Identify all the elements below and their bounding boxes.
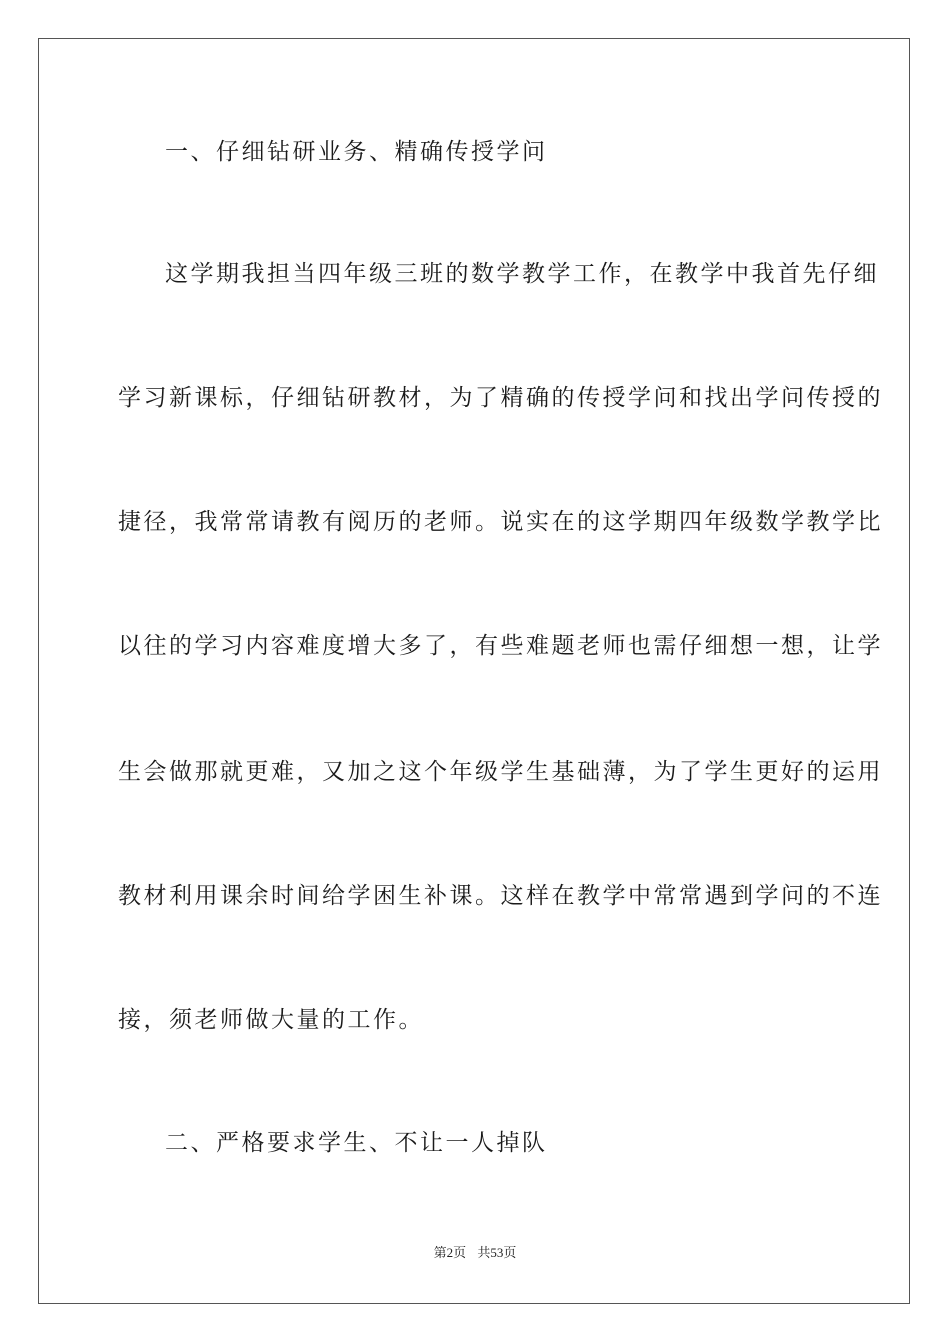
section-heading-2: 二、严格要求学生、不让一人掉队 <box>165 1130 548 1156</box>
page-number: 第2页 <box>433 1245 467 1260</box>
paragraph-line-4: 以往的学习内容难度增大多了，有些难题老师也需仔细想一想，让学 <box>118 633 883 659</box>
paragraph-line-7: 接，须老师做大量的工作。 <box>118 1007 424 1033</box>
paragraph-line-2: 学习新课标，仔细钻研教材，为了精确的传授学问和找出学问传授的 <box>118 385 883 411</box>
page-footer <box>0 1242 950 1261</box>
section-heading-1: 一、仔细钻研业务、精确传授学问 <box>165 139 548 165</box>
paragraph-line-6: 教材利用课余时间给学困生补课。这样在教学中常常遇到学问的不连 <box>118 883 883 909</box>
paragraph-line-5: 生会做那就更难，又加之这个年级学生基础薄，为了学生更好的运用 <box>118 759 883 785</box>
paragraph-line-1: 这学期我担当四年级三班的数学教学工作，在教学中我首先仔细 <box>165 261 879 287</box>
total-pages: 共53页 <box>477 1245 517 1260</box>
paragraph-line-3: 捷径，我常常请教有阅历的老师。说实在的这学期四年级数学教学比 <box>118 509 883 535</box>
page-border <box>38 38 910 1304</box>
